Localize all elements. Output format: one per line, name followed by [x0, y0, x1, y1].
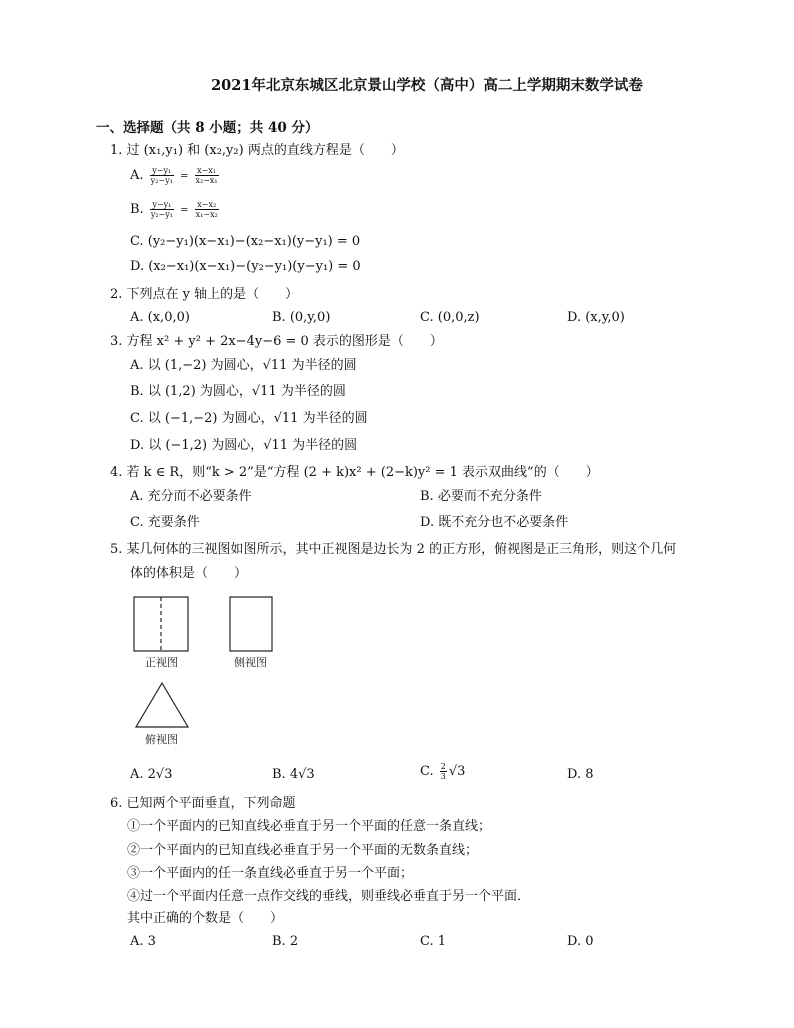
- q1-a-frac1: $\frac{\text{y−y₁}}{\text{y₂−y₁}}$: [150, 166, 173, 185]
- q5-c-label: C.: [420, 764, 434, 779]
- q4-option-b[interactable]: B. 必要而不充分条件: [420, 489, 542, 504]
- top-view-triangle: [136, 683, 188, 727]
- q1-b-label: B.: [130, 202, 144, 217]
- side-view-rect: [230, 597, 272, 651]
- q5-stem-line2: 体的体积是（ ）: [130, 566, 248, 581]
- q5-option-d[interactable]: D. 8: [567, 767, 594, 782]
- q3-option-c[interactable]: C. 以 (−1,−2) 为圆心，√11 为半径的圆: [130, 411, 368, 426]
- q3-stem: 3. 方程 x² + y² + 2x−4y−6 = 0 表示的图形是（ ）: [110, 334, 443, 349]
- q6-stem: 6. 已知两个平面垂直，下列命题: [110, 796, 296, 811]
- q4-stem: 4. 若 k ∈ R，则“k > 2”是“方程 (2 + k)x² + (2−k)y² = 1 表示双曲线”的（ ）: [110, 465, 599, 480]
- q5-option-a[interactable]: A. 2√3: [130, 767, 173, 782]
- q1-a-label: A.: [130, 168, 144, 183]
- q6-proposition-2: ②一个平面内的已知直线必垂直于另一个平面的无数条直线；: [127, 843, 479, 858]
- q1-b-frac1: $\frac{\text{y−y₁}}{\text{y₂−y₁}}$: [150, 200, 173, 219]
- q2-stem: 2. 下列点在 y 轴上的是（ ）: [110, 287, 299, 302]
- q2-option-b[interactable]: B. (0,y,0): [272, 310, 331, 325]
- q5-c-root: √3: [448, 764, 466, 779]
- q6-option-b[interactable]: B. 2: [272, 934, 299, 949]
- q4-option-a[interactable]: A. 充分而不必要条件: [130, 489, 252, 504]
- q1-option-c[interactable]: C. (y₂−y₁)(x−x₁)−(x₂−x₁)(y−y₁) = 0: [130, 234, 361, 249]
- q1-option-d[interactable]: D. (x₂−x₁)(x−x₁)−(y₂−y₁)(y−y₁) = 0: [130, 259, 361, 274]
- q6-option-a[interactable]: A. 3: [130, 934, 156, 949]
- q5-option-b[interactable]: B. 4√3: [272, 767, 315, 782]
- q6-proposition-4: ④过一个平面内任意一点作交线的垂线，则垂线必垂直于另一个平面．: [127, 889, 531, 904]
- q5-c-frac: $\frac{2}{3}$: [440, 762, 446, 781]
- q6-ask: 其中正确的个数是（ ）: [127, 911, 284, 926]
- front-view-label: 正视图: [145, 656, 178, 669]
- page-title: 2021年北京东城区北京景山学校（高中）高二上学期期末数学试卷: [211, 77, 643, 94]
- side-view-label: 侧视图: [234, 656, 267, 669]
- q2-option-a[interactable]: A. (x,0,0): [130, 310, 190, 325]
- q6-option-c[interactable]: C. 1: [420, 934, 447, 949]
- q1-b-eq: =: [180, 205, 189, 216]
- q6-proposition-3: ③一个平面内的任一条直线必垂直于另一个平面；: [127, 866, 414, 881]
- q3-option-a[interactable]: A. 以 (1,−2) 为圆心，√11 为半径的圆: [130, 358, 357, 373]
- q3-option-b[interactable]: B. 以 (1,2) 为圆心，√11 为半径的圆: [130, 384, 346, 399]
- q1-stem: 1. 过 (x₁,y₁) 和 (x₂,y₂) 两点的直线方程是（ ）: [110, 143, 404, 158]
- q4-option-c[interactable]: C. 充要条件: [130, 515, 200, 530]
- q1-a-eq: =: [179, 171, 189, 182]
- q2-option-d[interactable]: D. (x,y,0): [567, 310, 625, 325]
- q3-option-d[interactable]: D. 以 (−1,2) 为圆心，√11 为半径的圆: [130, 438, 358, 453]
- q2-option-c[interactable]: C. (0,0,z): [420, 310, 480, 325]
- q6-proposition-1: ①一个平面内的已知直线必垂直于另一个平面的任意一条直线；: [127, 819, 492, 834]
- q4-option-d[interactable]: D. 既不充分也不必要条件: [420, 515, 569, 530]
- q6-option-d[interactable]: D. 0: [567, 934, 594, 949]
- q5-stem-line1: 5. 某几何体的三视图如图所示，其中正视图是边长为 2 的正方形，俯视图是正三角形，则这个几何: [110, 542, 677, 557]
- top-view-label: 俯视图: [145, 733, 178, 746]
- section-heading: 一、选择题（共 8 小题；共 40 分）: [96, 120, 319, 136]
- q1-b-frac2: $\frac{\text{x−x₂}}{\text{x₁−x₂}}$: [195, 200, 218, 219]
- q1-a-frac2: $\frac{\text{x−x₁}}{\text{x₂−x₁}}$: [195, 166, 218, 185]
- q5-option-c[interactable]: [420, 762, 465, 781]
